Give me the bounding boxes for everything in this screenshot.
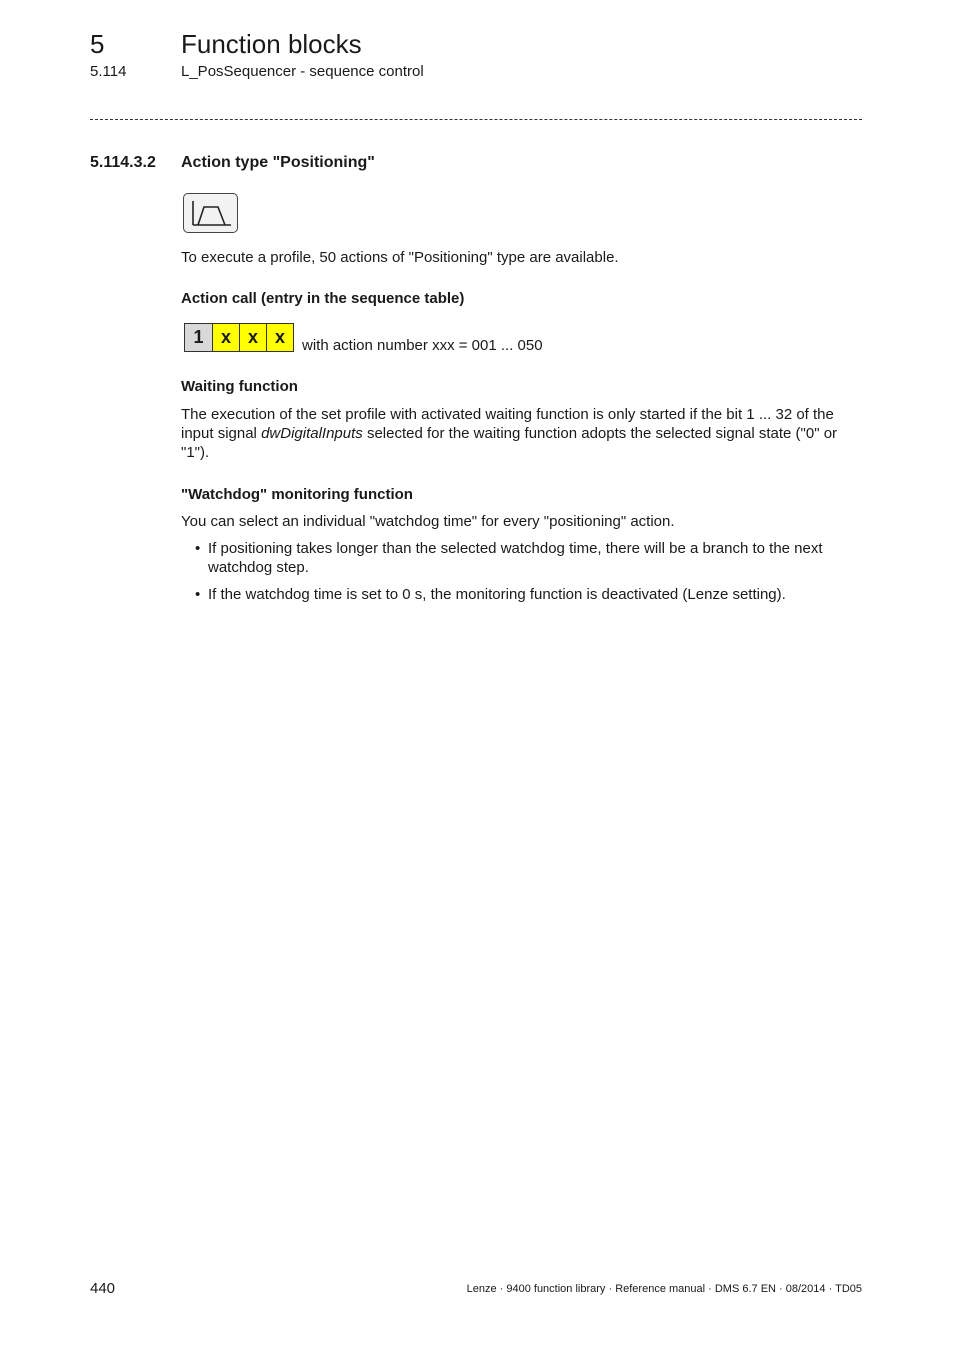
action-code-box xyxy=(184,323,294,352)
chapter-title: Function blocks xyxy=(181,29,362,59)
waiting-function-heading: Waiting function xyxy=(181,378,298,395)
action-number-note: with action number xxx = 001 ... 050 xyxy=(302,337,543,354)
watchdog-text: You can select an individual "watchdog time" for every "positioning" action. xyxy=(181,513,675,530)
heading-title: Action type "Positioning" xyxy=(181,154,375,171)
heading-number: 5.114.3.2 xyxy=(90,154,156,171)
page-number: 440 xyxy=(90,1280,116,1297)
list-item: • If the watchdog time is set to 0 s, the monitoring function is deactivated (Lenze setting). xyxy=(195,586,786,603)
code-cell: 1 xyxy=(185,324,212,351)
code-cell: x xyxy=(239,324,266,351)
action-call-heading: Action call (entry in the sequence table) xyxy=(181,290,465,307)
footer-reference: Lenze · 9400 function library · Reference manual · DMS 6.7 EN · 08/2014 · TD05 xyxy=(466,1283,862,1295)
signal-name: dwDigitalInputs xyxy=(261,425,363,442)
header-divider xyxy=(90,119,862,120)
section-title: L_PosSequencer - sequence control xyxy=(181,63,424,80)
watchdog-heading: "Watchdog" monitoring function xyxy=(181,486,413,503)
list-item: • If positioning takes longer than the selected watchdog time, there will be a branch to the next watchdog step. xyxy=(195,540,823,576)
section-number: 5.114 xyxy=(90,63,127,80)
watchdog-bullet-list xyxy=(181,539,865,612)
code-cell: x xyxy=(266,324,293,351)
positioning-profile-icon xyxy=(183,193,238,233)
waiting-function-text: The execution of the set profile with activated waiting function is only started if the bit 1 ... 32 of the input signal dwDigitalInputs selected for the waiting function adopts the selected signal state ("0" or "1"). xyxy=(181,406,838,461)
code-cell: x xyxy=(212,324,239,351)
intro-text: To execute a profile, 50 actions of "Positioning" type are available. xyxy=(181,249,619,266)
chapter-number: 5 xyxy=(90,29,105,59)
